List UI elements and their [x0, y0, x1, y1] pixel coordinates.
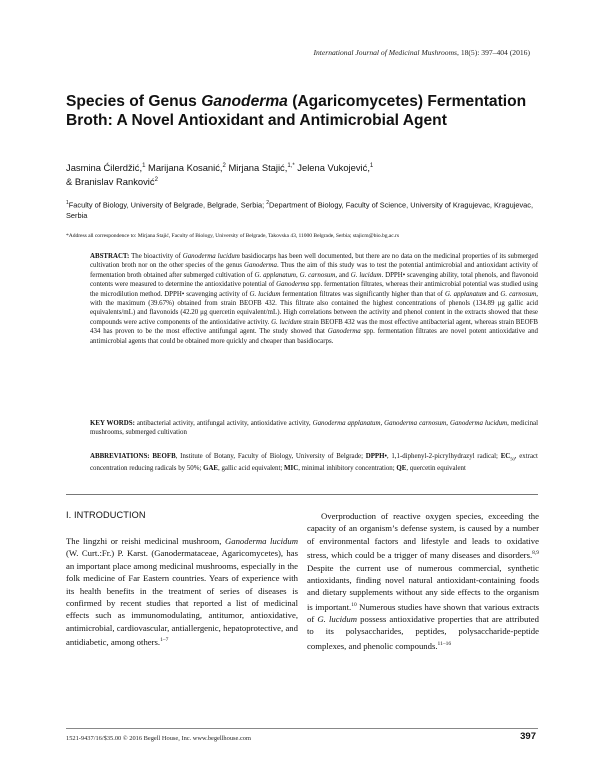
abbr-value: , minimal inhibitory concentration;	[298, 465, 397, 473]
abbr-value: , Institute of Botany, Faculty of Biology, University of Belgrade;	[175, 453, 366, 460]
author: & Branislav Ranković	[66, 176, 155, 188]
abstract-text: basidiocarps has been well documented, but there are no data on the medicinal properties of its submerged cultivation broth nor on the other species of the genus	[90, 253, 538, 270]
species-name: G. lucidum	[350, 271, 382, 279]
citation: 11–16	[437, 640, 452, 647]
species-name: G. carnosum	[299, 271, 336, 279]
keywords-text: antibacterial activity, antifungal activity, antioxidative activity,	[134, 420, 313, 427]
citation: 8,9	[532, 550, 539, 557]
abbr-value: , gallic acid equivalent;	[218, 465, 285, 473]
abbreviations	[90, 452, 538, 474]
title-text: Species of Genus	[66, 93, 202, 110]
footer-divider	[66, 728, 538, 729]
body-text: possess antioxidative properties that are attributed to its polysaccharides, peptides, polysaccharide-peptide complexes, and phenolic compounds.	[307, 614, 539, 651]
keywords-label: KEY WORDS:	[90, 420, 135, 427]
abbr-key: EC	[500, 453, 511, 460]
affil-marker: 1	[66, 200, 69, 206]
abstract-text: , and	[335, 271, 351, 279]
article-title	[66, 92, 536, 130]
keywords-text: ,	[446, 420, 450, 427]
title-genus: Ganoderma	[201, 93, 288, 110]
author-list	[66, 160, 536, 188]
species-name: Ganoderma	[276, 281, 310, 289]
affiliations	[66, 198, 536, 221]
author-affil: 2	[222, 163, 226, 169]
abbr-sub: 50	[510, 456, 515, 462]
species-name: Ganoderma carnosum	[384, 420, 447, 427]
intro-column-right	[307, 510, 539, 652]
journal-header	[60, 48, 530, 57]
body-text: The lingzhi or reishi medicinal mushroom,	[66, 536, 225, 546]
section-heading-introduction: I. INTRODUCTION	[66, 510, 146, 520]
species-name: Ganoderma applanatum	[312, 420, 381, 427]
author: Jelena Vukojević,	[294, 162, 370, 174]
abstract-text: . Thus the aim of this study was to test the potential antimicrobial and antioxidant activity of fermentation broth obtained after submerged cultivation of	[90, 262, 538, 279]
author-affil: 1,*	[287, 163, 295, 169]
author: Marijana Kosanić,	[145, 162, 223, 174]
journal-volume: , 18(5): 397–404 (2016)	[457, 48, 530, 57]
abstract-text: , with the maximum (39.67%) obtained from strain BEOFB 432. This filtrate also contained the highest concentrations of phenols (134.89 μg gallic acid equivalents/mL) and flavonoids (42.20 μg quercetin equivalent/mL). High correlations between the activity and phenol content in the extracts showed that these compounds were active components of the antioxidative activity.	[90, 290, 538, 326]
keywords	[90, 419, 538, 438]
abstract-text: spp. fermentation filtrates, whereas their antimicrobial potential was studied using the microdilution method. DPPH• scavenging activity of	[90, 281, 538, 298]
footer-copyright: 1521-9437/16/$35.00 © 2016 Begell House, Inc. www.begellhouse.com	[66, 735, 251, 742]
species-name: G. applanatum	[254, 271, 296, 279]
species-name: Ganoderma lucidum	[449, 420, 508, 427]
author-affil: 1	[142, 163, 146, 169]
abbr-key: DPPH•	[365, 453, 387, 460]
affil-text: Department of Biology, Faculty of Science, University of Kragujevac, Kragujevac, Serbia	[66, 200, 534, 221]
abstract-text: and	[486, 290, 501, 298]
species-name: Ganoderma	[244, 262, 277, 270]
abstract-text: . DPPH• scavenging ability, total phenols, and flavonoid contents were measured to determine the antioxidative potential of	[90, 271, 538, 289]
abbr-key: BEOFB	[149, 453, 176, 460]
abstract-text: The bioactivity of	[129, 253, 183, 260]
species-name: G. applanatum	[444, 290, 487, 298]
author-affil: 1	[369, 163, 374, 169]
section-divider	[66, 494, 538, 495]
abstract-text: spp. fermentation filtrates are novel potent antioxidative and antimicrobial agents that could be obtained more quickly and cheaper than basidiocarps.	[90, 328, 538, 345]
abbr-value: , 1,1-diphenyl-2-picrylhydrazyl radical;	[386, 453, 501, 460]
citation: 10	[351, 601, 357, 608]
species-name: G. lucidum	[249, 290, 281, 298]
affil-text: Faculty of Biology, University of Belgrade, Belgrade, Serbia;	[68, 200, 267, 210]
abstract-label: ABSTRACT:	[90, 253, 130, 260]
abstract-text: fermentation filtrates was significantly higher than that of	[280, 290, 445, 298]
species-name: G. lucidum	[271, 318, 302, 326]
abbr-value: , quercetin equivalent	[406, 465, 466, 473]
body-text: Numerous studies have shown that various extracts of	[307, 601, 539, 625]
species-name: Ganoderma	[327, 328, 361, 336]
title-text-rest: (Agaricomycetes) Fermentation Broth: A Novel Antioxidant and Antimicrobial Agent	[66, 93, 527, 129]
abbr-value: , extract concentration reducing radicals by 50%;	[90, 453, 538, 473]
abbreviations-label: ABBREVIATIONS:	[90, 453, 150, 460]
abbr-key: MIC	[284, 465, 299, 473]
author-affil: 2	[154, 177, 158, 184]
species-name: G. lucidum	[317, 614, 357, 625]
body-text: (W. Curt.:Fr.) P. Karst. (Ganodermataceae, Agaricomycetes), has an important place among medicinal mushrooms, especially in the folk medicine of Far Eastern countries. Years of experience with its health benefits in the treatment of series of diseases is confirmed by recent studies that reported a list of medicinal effects such as immunomodulating, antitumor, antioxidative, antimicrobial, cardiovascular, antiallergenic, hepatoprotective, and antidiabetic, among others.	[66, 548, 298, 648]
intro-column-left	[66, 535, 298, 649]
affil-marker: 2	[266, 200, 270, 206]
keywords-text: , medicinal mushrooms, submerged cultivation	[90, 420, 538, 437]
body-text: Overproduction of reactive oxygen species, exceeding the capacity of an organism’s defense system, is caused by a number of environmental factors and lifestyle and leads to oxidative stress, which could be a trigger of many diseases and disorders.	[307, 511, 539, 561]
page-number: 397	[520, 731, 536, 742]
body-text: Despite the current use of numerous commercial, synthetic antioxidants, finding novel natural antioxidant-containing foods and dietary supplements without any side effects to the organism is important.	[307, 562, 539, 612]
abstract	[90, 252, 538, 346]
correspondence-note: *Address all correspondence to: Mirjana Stajić, Faculty of Biology, University of Belgrade, Takovska 43, 11000 Belgrade, Serbia; stajicm@bio.bg.ac.rs	[66, 233, 399, 239]
author: Mirjana Stajić,	[225, 162, 288, 174]
author: Jasmina Ćilerdžić,	[66, 162, 143, 174]
species-name: Ganoderma lucidum	[182, 253, 240, 260]
abstract-text: ,	[296, 271, 300, 279]
abstract-text: strain BEOFB 432 was the most effective antibacterial agent, whereas strain BEOFB 434 has proven to be the most effective antifungal agent. The study showed that	[90, 318, 538, 336]
abbr-key: GAE	[203, 465, 219, 473]
journal-name: International Journal of Medicinal Mushrooms	[313, 48, 458, 57]
keywords-text: ,	[380, 420, 385, 427]
citation: 1–7	[160, 637, 169, 644]
species-name: G. carnosum	[500, 290, 537, 298]
species-name: Ganoderma lucidum	[224, 536, 298, 546]
abbr-key: QE	[396, 465, 407, 473]
